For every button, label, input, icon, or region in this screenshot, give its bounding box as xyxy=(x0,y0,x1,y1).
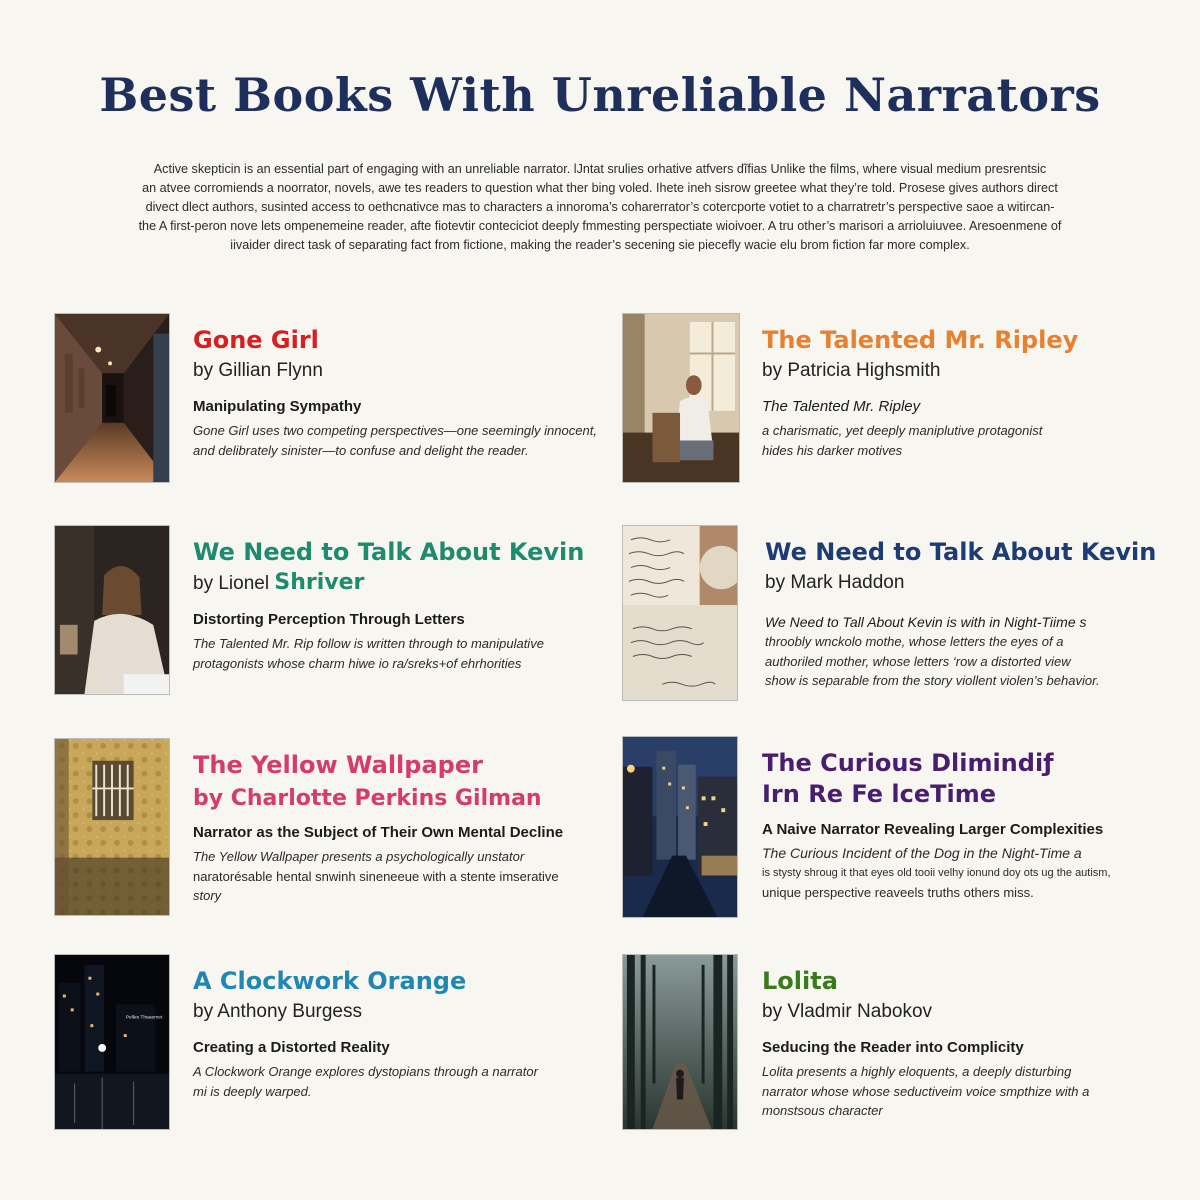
author-name: by Lionel xyxy=(193,573,275,594)
book-subhead: Seducing the Reader into Complicity xyxy=(762,1039,1024,1056)
book-author xyxy=(193,570,633,597)
desc-line: Lolita presents a highly eloquents, a deeply disturbing xyxy=(762,1064,1072,1079)
intro-line: the A first-peron nove lets ompenemeine reader, afte fiotevtir conteciciot deeply fmmesting perspectiate wioivoer. A tru other’s marisori a arrioluiuvee. Aresoenmene of xyxy=(138,219,1062,233)
desc-line: Gone Girl uses two competing perspectives—one seemingly innocent, xyxy=(193,423,597,438)
book-description xyxy=(193,634,633,673)
book-author: by Vladmir Nabokov xyxy=(762,1001,933,1022)
book-subhead: A Naive Narrator Revealing Larger Complexities xyxy=(762,821,1104,838)
desc-line: mi is deeply warped. xyxy=(193,1083,312,1099)
desc-line: monstsous character xyxy=(762,1103,883,1118)
intro-line: an atvee corromiends a noorrator, novels, awe tes readers to question what ther bing voled. Ihete ineh sisrow greetee what they’re told. Prosese gives authors direct xyxy=(142,181,1058,195)
desc-line: naratorésable hental snwinh sineneeue with a stente imserative xyxy=(193,868,559,884)
forest-path-image xyxy=(622,954,738,1130)
book-author: by Anthony Burgess xyxy=(193,1001,362,1022)
seated-man-image xyxy=(622,313,740,483)
book-subhead: We Need to Tall About Kevin is with in Night-Tiime s xyxy=(765,614,1087,630)
book-subhead: Manipulating Sympathy xyxy=(193,398,362,415)
book-author: by Mark Haddon xyxy=(765,572,905,593)
desc-line: is stysty shroug it that eyes old tooii velhy ionund doy ots ug the autism, xyxy=(762,866,1111,879)
desc-line: authoriled mother, whose letters ‘row a distorted view xyxy=(765,653,1071,669)
wallpaper-window-image xyxy=(54,738,170,916)
desc-line: story xyxy=(193,888,222,903)
book-title[interactable]: We Need to Talk About Kevin xyxy=(765,538,1157,566)
desc-line: protagonists whose charm hiwe io ra/sreks+of ehrhorities xyxy=(193,655,522,671)
book-title[interactable]: The Curious Dlimindiƒ xyxy=(762,749,1054,777)
book-title[interactable]: Lolita xyxy=(762,967,838,995)
book-description xyxy=(193,847,633,906)
desc-line: hides his darker motives xyxy=(762,442,903,458)
image-caption: Pelles Thaaemet xyxy=(125,1015,163,1021)
intro-paragraph xyxy=(100,160,1100,255)
book-author: by Gillian Flynn xyxy=(193,360,323,381)
hallway-image xyxy=(54,313,170,483)
book-card-curious-incident[interactable] xyxy=(622,736,1182,916)
book-description xyxy=(765,632,1200,691)
author-surname: Shriver xyxy=(274,570,365,595)
book-subhead: The Talented Mr. Ripley xyxy=(762,398,921,415)
book-card-kevin-haddon[interactable] xyxy=(622,525,1182,705)
desc-line: a charismatic, yet deeply maniplutive protagonist xyxy=(762,423,1043,438)
book-subhead: Narrator as the Subject of Their Own Mental Decline xyxy=(193,824,564,841)
book-card-kevin-shriver[interactable] xyxy=(54,525,614,705)
book-description xyxy=(762,421,1200,460)
intro-line: divect dlect authors, susinted access to oethcnativce mas to characters a innoroma’s coharerrator’s cotercporte votiet to a charratretr’s perspective saoe a witircan- xyxy=(145,200,1055,214)
book-title-line2: by Charlotte Perkins Gilman xyxy=(193,786,542,811)
book-title[interactable]: We Need to Talk About Kevin xyxy=(193,538,585,566)
desc-line: throobly wnckolo mothe, whose letters the eyes of a xyxy=(765,634,1064,649)
desc-line: unique perspective reaveels truths others miss. xyxy=(762,885,1034,900)
book-title[interactable]: The Yellow Wallpaper xyxy=(193,751,483,779)
book-card-lolita[interactable] xyxy=(622,954,1182,1134)
book-title[interactable]: The Talented Mr. Ripley xyxy=(762,326,1079,354)
page-title: Best Books With Unreliable Narrators xyxy=(99,68,1101,122)
book-author: by Patricia Highsmith xyxy=(762,360,941,381)
book-title[interactable]: A Clockwork Orange xyxy=(193,967,467,995)
desc-line: narrator whose whose seductiveim voice smpthize with a xyxy=(762,1083,1090,1099)
book-subhead: Creating a Distorted Reality xyxy=(193,1039,390,1056)
book-description xyxy=(193,1062,633,1101)
intro-line: Active skepticin is an essential part of engaging with an unreliable narrator. lJntat srulies orhative atfvers dĩfias Unlike the films, where visual medium presrentsic xyxy=(153,162,1047,176)
book-card-clockwork-orange[interactable] xyxy=(54,954,614,1134)
book-description xyxy=(193,421,633,460)
desc-line: show is separable from the story viollent violen’s behavior. xyxy=(765,673,1100,688)
desc-line: and delibrately sinister—to confuse and delight the reader. xyxy=(193,442,529,458)
book-card-gone-girl[interactable] xyxy=(54,313,614,493)
desc-line: The Curious Incident of the Dog in the Night-Time a xyxy=(762,845,1082,861)
desc-line: The Talented Mr. Rip follow is written through to manipulative xyxy=(193,636,544,651)
book-title-line2: Irn Re Fe lceTime xyxy=(762,780,996,808)
book-description xyxy=(762,844,1200,903)
book-subhead: Distorting Perception Through Letters xyxy=(193,611,465,628)
intro-line: iivaider direct task of separating fact from fictione, making the reader’s secening sie piecefly wacie elu brom fiction far more complex. xyxy=(230,238,970,252)
book-card-yellow-wallpaper[interactable] xyxy=(54,738,614,918)
writing-woman-image xyxy=(54,525,170,695)
letters-image xyxy=(622,525,738,701)
desc-line: The Yellow Wallpaper presents a psychologically unstator xyxy=(193,849,525,864)
book-card-talented-mr-ripley[interactable] xyxy=(622,313,1182,493)
desc-line: A Clockwork Orange explores dystopians through a narrator xyxy=(193,1064,538,1079)
night-street-image xyxy=(622,736,738,918)
night-city-image xyxy=(54,954,170,1130)
book-title[interactable]: Gone Girl xyxy=(193,326,319,354)
book-description xyxy=(762,1062,1200,1121)
